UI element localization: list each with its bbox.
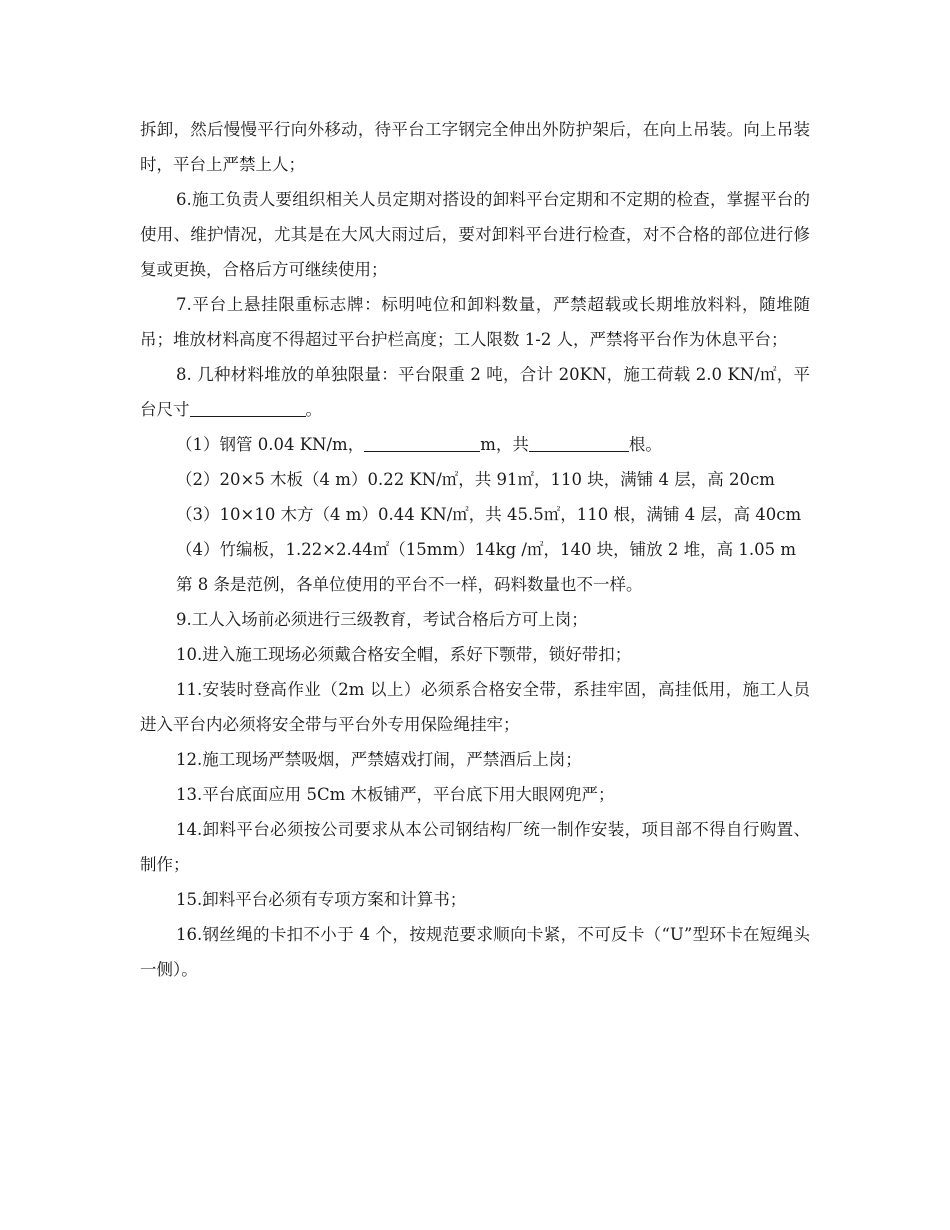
material-item-3: （3）10×10 木方（4 m）0.44 KN/㎡，共 45.5㎡，110 根，满铺 4 层，高 40cm xyxy=(176,505,802,524)
document-page xyxy=(140,112,810,987)
paragraph-item-6: 6.施工负责人要组织相关人员定期对搭设的卸料平台定期和不定期的检查，掌握平台的使用、维护情况，尤其是在大风大雨过后，要对卸料平台进行检查，对不合格的部位进行修复或更换，合格后方可继续使用； xyxy=(140,190,810,279)
paragraph-item-16: 16.钢丝绳的卡扣不小于 4 个，按规范要求顺向卡紧，不可反卡（“U”型环卡在短绳头一侧）。 xyxy=(140,925,810,979)
paragraph-item-8 xyxy=(140,357,810,427)
paragraph-item-9: 9.工人入场前必须进行三级教育，考试合格后方可上岗； xyxy=(176,610,588,629)
pipe-length-blank[interactable] xyxy=(364,435,480,453)
item-1-mid: m，共 xyxy=(480,435,529,454)
example-note: 第 8 条是范例，各单位使用的平台不一样，码料数量也不一样。 xyxy=(176,575,643,594)
item-8-tail: 。 xyxy=(305,400,322,419)
paragraph-item-12: 12.施工现场严禁吸烟，严禁嬉戏打闹，严禁酒后上岗； xyxy=(176,750,582,769)
material-item-2: （2）20×5 木板（4 m）0.22 KN/㎡，共 91㎡，110 块，满铺 4 层，高 20cm xyxy=(176,470,775,489)
item-8-text: 8. 几种材料堆放的单独限量：平台限重 2 吨，合计 20KN，施工荷载 2.0 KN/㎡，平台尺寸 xyxy=(140,365,810,419)
paragraph-item-10: 10.进入施工现场必须戴合格安全帽，系好下颚带，锁好带扣； xyxy=(176,645,632,664)
material-item-4: （4）竹编板，1.22×2.44㎡（15mm）14kg /㎡，140 块，铺放 2 堆，高 1.05 m xyxy=(176,540,797,559)
paragraph-item-14: 14.卸料平台必须按公司要求从本公司钢结构厂统一制作安装，项目部不得自行购置、制作； xyxy=(140,820,810,874)
paragraph-item-11: 11.安装时登高作业（2m 以上）必须系合格安全带，系挂牢固，高挂低用，施工人员进入平台内必须将安全带与平台外专用保险绳挂牢； xyxy=(140,680,810,734)
platform-size-blank[interactable] xyxy=(190,400,306,418)
material-item-1 xyxy=(140,427,810,462)
item-1-post: 根。 xyxy=(628,435,662,454)
item-1-pre: （1）钢管 0.04 KN/m， xyxy=(176,435,365,454)
paragraph-item-13: 13.平台底面应用 5Cm 木板铺严，平台底下用大眼网兜严； xyxy=(176,785,615,804)
paragraph-continuation: 拆卸，然后慢慢平行向外移动，待平台工字钢完全伸出外防护架后，在向上吊装。向上吊装时，平台上严禁上人； xyxy=(140,120,810,174)
paragraph-item-15: 15.卸料平台必须有专项方案和计算书； xyxy=(176,890,467,909)
paragraph-item-7: 7.平台上悬挂限重标志牌：标明吨位和卸料数量，严禁超载或长期堆放料料，随堆随吊；堆放材料高度不得超过平台护栏高度；工人限数 1-2 人，严禁将平台作为休息平台； xyxy=(140,295,810,349)
pipe-count-blank[interactable] xyxy=(529,435,629,453)
